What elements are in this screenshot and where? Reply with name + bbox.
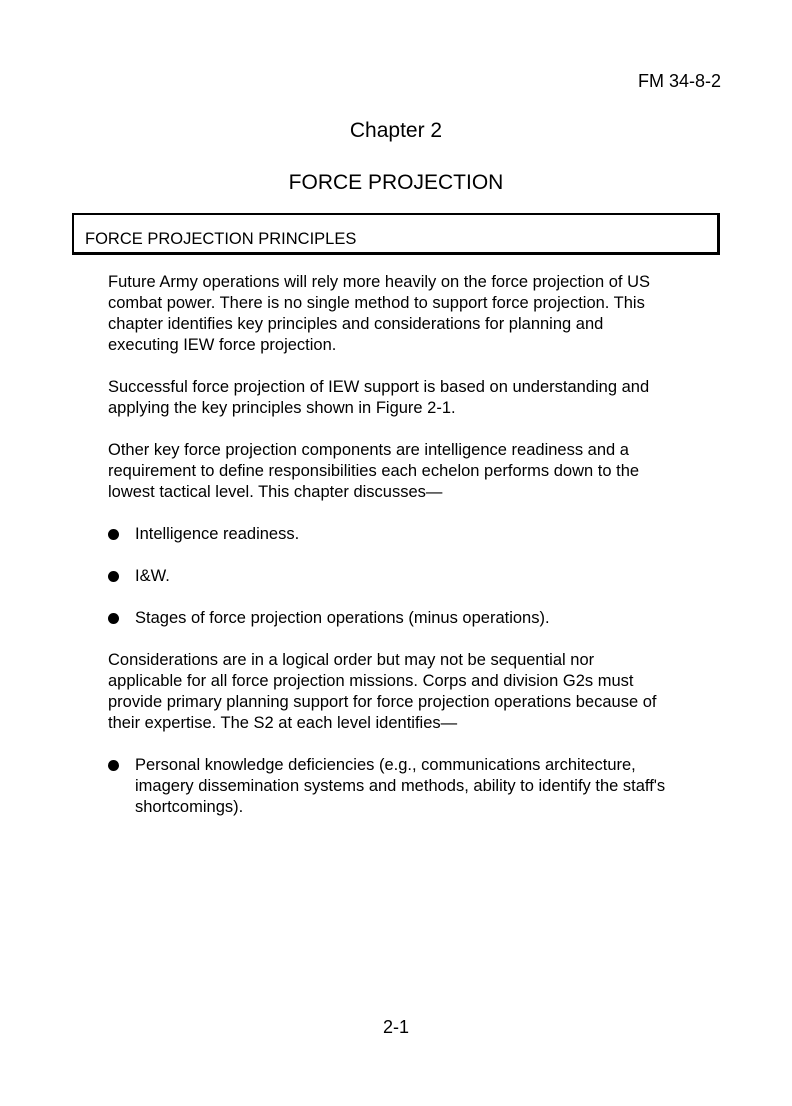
- list-item-text: Personal knowledge deficiencies (e.g., communications architecture, imagery dissemination systems and methods, ability to identify the staff's shortcomings).: [135, 756, 666, 816]
- list-item-text: I&W.: [135, 567, 170, 585]
- chapter-title: Chapter 2: [349, 119, 443, 142]
- document-id: FM 34-8-2: [637, 71, 721, 91]
- list-item: [108, 524, 720, 545]
- bullet-icon: [108, 529, 119, 540]
- list-item: [108, 608, 720, 629]
- section-heading-box: [72, 213, 720, 255]
- discussion-topics-list: [108, 524, 720, 629]
- bullet-icon: [108, 760, 119, 771]
- bullet-icon: [108, 571, 119, 582]
- chapter-subtitle: FORCE PROJECTION: [288, 171, 504, 194]
- paragraph-considerations: Considerations are in a logical order but may not be sequential nor applicable for all force projection missions. Corps and division G2s must provide primary planning support for force projection operations because of their expertise. The S2 at each level identifies—: [108, 651, 657, 732]
- paragraph-components: Other key force projection components are intelligence readiness and a requirement to define responsibilities each echelon performs down to the lowest tactical level. This chapter discusses—: [108, 441, 640, 501]
- list-item-text: Stages of force projection operations (minus operations).: [135, 609, 550, 627]
- body-content: [108, 272, 720, 839]
- list-item: [108, 566, 720, 587]
- list-item-text: Intelligence readiness.: [135, 525, 300, 543]
- page-number: 2-1: [382, 1017, 409, 1037]
- paragraph-principles: Successful force projection of IEW support is based on understanding and applying the key principles shown in Figure 2-1.: [108, 378, 650, 417]
- list-item: [108, 755, 720, 818]
- paragraph-intro: Future Army operations will rely more heavily on the force projection of US combat power. There is no single method to support force projection. This chapter identifies key principles and considerations for planning and executing IEW force projection.: [108, 273, 650, 354]
- section-heading: FORCE PROJECTION PRINCIPLES: [85, 230, 357, 248]
- s2-identifies-list: [108, 755, 720, 818]
- bullet-icon: [108, 613, 119, 624]
